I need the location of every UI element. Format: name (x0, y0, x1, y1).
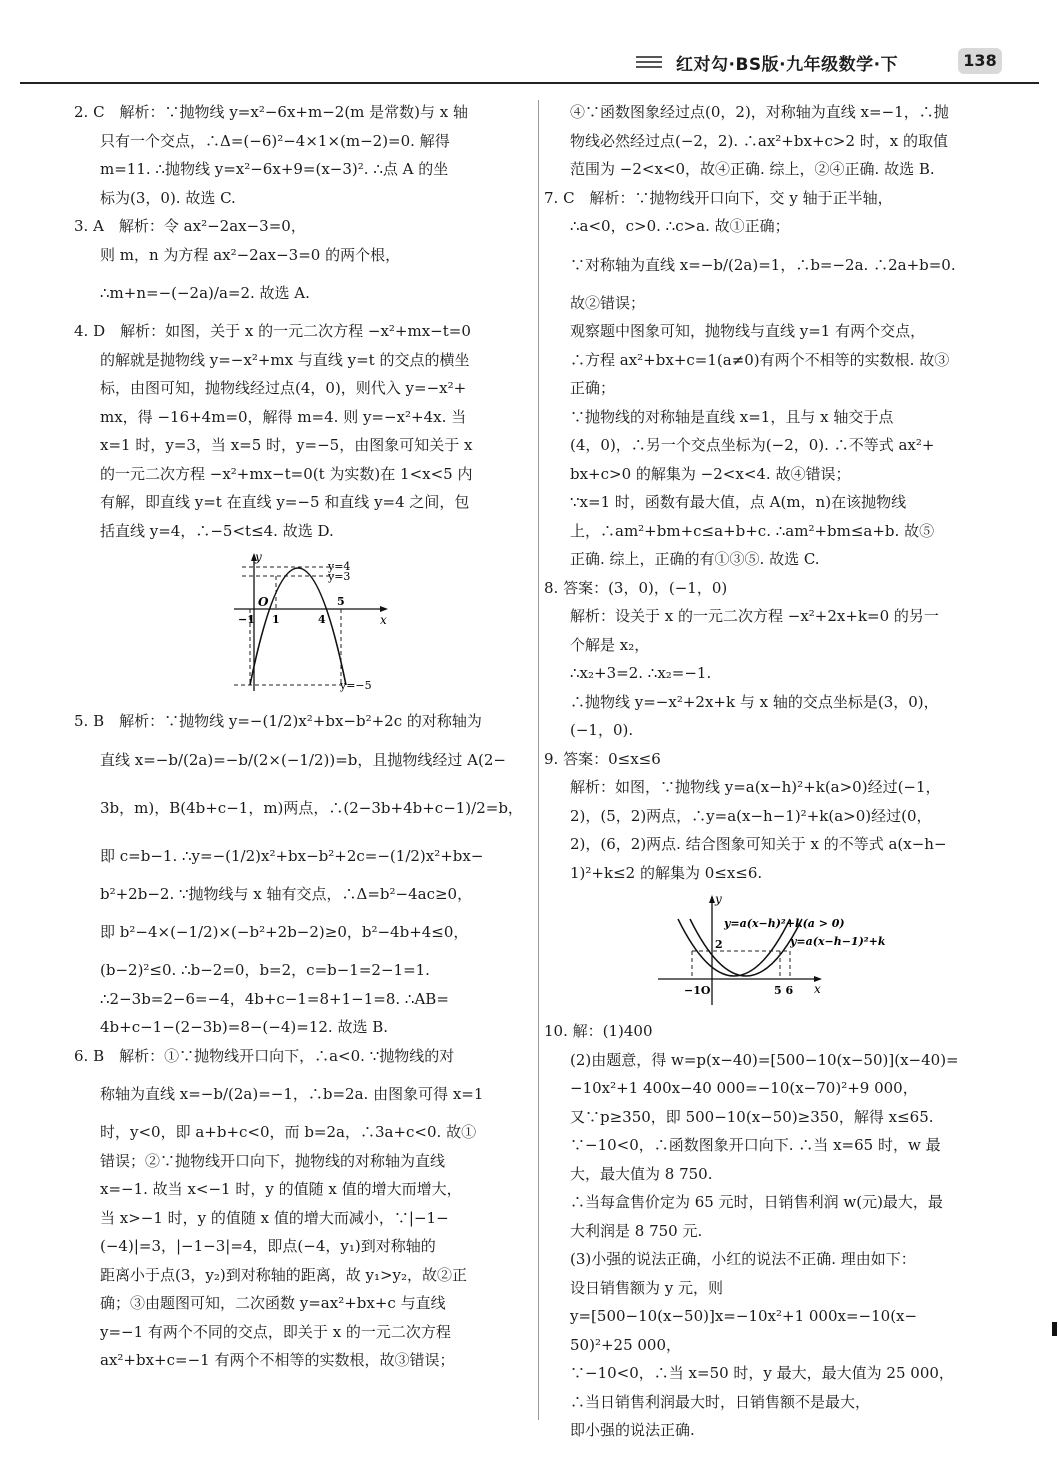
answer-line: 7. C 解析：∵抛物线开口向下，交 y 轴于正半轴， (544, 188, 893, 207)
answer-line: mx，得 −16+4m=0，解得 m=4. 则 y=−x²+4x. 当 (100, 407, 467, 426)
page-number: 138 (958, 48, 1002, 74)
header-rule (20, 82, 1039, 84)
answer-line: 设日销售额为 y 元，则 (570, 1278, 724, 1297)
answer-line: (4，0)，∴另一个交点坐标为(−2，0). ∴不等式 ax²+ (570, 436, 935, 454)
axis-x-label: x (380, 613, 387, 627)
answer-line: 物线必然经过点(−2，2). ∴ax²+bx+c>2 时，x 的取值 (570, 131, 949, 150)
tick-2: 2 (715, 938, 723, 951)
answer-line: 确；③由题图可知，二次函数 y=ax²+bx+c 与直线 (100, 1294, 446, 1312)
answer-line: ∴m+n=−(−2a)/a=2. 故选 A. (100, 284, 310, 302)
answer-line: 2)，(6，2)两点. 结合图象可知关于 x 的不等式 a(x−h− (570, 835, 947, 853)
right-column (544, 98, 1014, 1445)
answer-line: x=−1. 故当 x<−1 时，y 的值随 x 值的增大而增大， (100, 1180, 462, 1198)
answer-line: ∴当每盒售价定为 65 元时，日销售利润 w(元)最大，最 (570, 1193, 943, 1211)
tick-minus1: −1 (238, 613, 255, 626)
answer-line: 又∵p≥350，即 500−10(x−50)≥350，解得 x≤65. (570, 1107, 934, 1126)
answer-line: b²+2b−2. ∵抛物线与 x 轴有交点，∴Δ=b²−4ac≥0， (100, 884, 473, 903)
answer-6 (74, 1042, 534, 1375)
curve-label-2: y=a(x−h−1)²+k (790, 935, 886, 948)
answer-line: 直线 x=−b/(2a)=−b/(2×(−1/2))=b，且抛物线经过 A(2− (100, 750, 506, 769)
answer-line: (b−2)²≤0. ∴b−2=0，b=2，c=b−1=2−1=1. (100, 961, 430, 979)
answer-8 (544, 574, 1014, 745)
axis-y-label: y (255, 551, 262, 564)
origin-label: O (258, 595, 269, 609)
answer-line: −10x²+1 400x−40 000=−10(x−70)²+9 000， (570, 1079, 918, 1097)
answer-2 (74, 98, 534, 212)
answer-line: 称轴为直线 x=−b/(2a)=−1，∴b=2a. 由图象可得 x=1 (100, 1085, 484, 1103)
answer-line: ∴x₂+3=2. ∴x₂=−1. (570, 664, 712, 682)
answer-line: ∴方程 ax²+bx+c=1(a≠0)有两个不相等的实数根. 故③ (570, 350, 950, 369)
answer-line: 个解是 x₂， (570, 635, 650, 654)
answer-line: 范围为 −2<x<0，故④正确. 综上，②④正确. 故选 B. (570, 160, 935, 178)
answer-line: 正确； (570, 379, 616, 397)
answer-line: ∵对称轴为直线 x=−b/(2a)=1，∴b=−2a. ∴2a+b=0. (570, 255, 956, 274)
tick-5: 5 (337, 595, 345, 608)
label-y3: y=3 (328, 570, 351, 583)
answer-line: 故②错误； (570, 293, 646, 312)
tick-4: 4 (318, 613, 326, 626)
answer-line: 3b，m)，B(4b+c−1，m)两点，∴(2−3b+4b+c−1)/2=b， (100, 798, 523, 817)
answer-line: 解析：设关于 x 的一元二次方程 −x²+2x+k=0 的另一 (570, 607, 939, 625)
answer-line: 观察题中图象可知，抛物线与直线 y=1 有两个交点， (570, 322, 926, 340)
label-y-5: y=−5 (340, 679, 372, 692)
header-title: 红对勾·BS版·九年级数学·下 (676, 55, 899, 75)
parabola-figure-q9 (544, 893, 964, 1011)
answer-line: ∵抛物线的对称轴是直线 x=1，且与 x 轴交于点 (570, 407, 894, 426)
answer-line: x=1 时，y=3，当 x=5 时，y=−5，由图象可知关于 x (100, 436, 473, 454)
tick-5-6: 5 6 (774, 984, 794, 997)
answer-line: 时，y<0，即 a+b+c<0，而 b=2a，∴3a+c<0. 故① (100, 1123, 477, 1141)
axis-x-label: x (814, 982, 821, 996)
answer-line: 标为(3，0). 故选 C. (100, 188, 236, 207)
answer-line: y=[500−10(x−50)]x=−10x²+1 000x=−10(x− (570, 1307, 918, 1325)
answer-line: 2. C 解析：∵抛物线 y=x²−6x+m−2(m 是常数)与 x 轴 (74, 103, 469, 121)
answer-line: 10. 解：(1)400 (544, 1022, 653, 1040)
curve-label-1: y=a(x−h)²+k(a > 0) (724, 917, 845, 930)
answer-line: 9. 答案：0≤x≤6 (544, 749, 661, 768)
answer-10 (544, 1017, 1014, 1445)
answer-line: ∴当日销售利润最大时，日销售额不是最大， (570, 1392, 871, 1411)
answer-line: ax²+bx+c=−1 有两个不相等的实数根，故③错误； (100, 1351, 455, 1369)
parabola-figure-q4 (74, 551, 494, 701)
label-y4: y=4 (328, 560, 351, 573)
answer-line: 有解，即直线 y=t 在直线 y=−5 和直线 y=4 之间，包 (100, 493, 470, 511)
answer-line: 正确. 综上，正确的有①③⑤. 故选 C. (570, 550, 820, 568)
answer-line: (2)由题意，得 w=p(x−40)=[500−10(x−50)](x−40)= (570, 1050, 959, 1069)
answer-line: 4. D 解析：如图，关于 x 的一元二次方程 −x²+mx−t=0 (74, 322, 471, 340)
answer-line: 5. B 解析：∵抛物线 y=−(1/2)x²+bx−b²+2c 的对称轴为 (74, 712, 482, 730)
answer-line: 3. A 解析：令 ax²−2ax−3=0， (74, 217, 306, 235)
answer-line: 即小强的说法正确. (570, 1421, 695, 1439)
answer-line: 即 b²−4×(−1/2)×(−b²+2b−2)≥0，b²−4b+4≤0， (100, 923, 469, 941)
answer-line: ∴2−3b=2−6=−4，4b+c−1=8+1−1=8. ∴AB= (100, 989, 449, 1008)
answer-line: 6. B 解析：①∵抛物线开口向下，∴a<0. ∵抛物线的对 (74, 1046, 455, 1065)
answer-line: ∵x=1 时，函数有最大值，点 A(m，n)在该抛物线 (570, 493, 907, 511)
answer-line: 则 m，n 为方程 ax²−2ax−3=0 的两个根， (100, 245, 401, 264)
answer-line: 50)²+25 000， (570, 1335, 682, 1354)
tick-minus1-origin: −1O (684, 984, 711, 997)
answer-line: 只有一个交点，∴Δ=(−6)²−4×1×(m−2)=0. 解得 (100, 131, 450, 150)
answer-line: 大，最大值为 8 750. (570, 1164, 713, 1183)
answer-line: ∴a<0，c>0. ∴c>a. 故①正确； (570, 217, 790, 235)
column-divider (538, 100, 539, 1420)
answer-line: 解析：如图，∵抛物线 y=a(x−h)²+k(a>0)经过(−1， (570, 778, 941, 796)
answer-line: bx+c>0 的解集为 −2<x<4. 故④错误； (570, 464, 851, 483)
left-column (74, 98, 534, 1375)
answer-7 (544, 184, 1014, 574)
answer-line: 的一元二次方程 −x²+mx−t=0(t 为实数)在 1<x<5 内 (100, 464, 473, 483)
answer-line: 当 x>−1 时，y 的值随 x 值的增大而减小，∵|−1− (100, 1208, 449, 1227)
answer-line: ④∵函数图象经过点(0，2)，对称轴为直线 x=−1，∴抛 (570, 103, 949, 121)
answer-3 (74, 212, 534, 317)
answer-line: (−1，0). (570, 721, 634, 739)
answer-line: 2)，(5，2)两点，∴y=a(x−h−1)²+k(a>0)经过(0， (570, 806, 932, 825)
answer-line: 括直线 y=4，∴−5<t≤4. 故选 D. (100, 521, 334, 540)
answer-line: y=−1 有两个不同的交点，即关于 x 的一元二次方程 (100, 1322, 451, 1341)
answer-line: 8. 答案：(3，0)，(−1，0) (544, 578, 728, 597)
answer-line: 错误；②∵抛物线开口向下，抛物线的对称轴为直线 (100, 1151, 446, 1170)
edge-mark (1052, 1322, 1057, 1336)
answer-line: 上，∴am²+bm+c≤a+b+c. ∴am²+bm≤a+b. 故⑤ (570, 521, 935, 540)
answer-line: ∵−10<0，∴当 x=50 时，y 最大，最大值为 25 000， (570, 1364, 954, 1382)
answer-line: (−4)|=3，|−1−3|=4，即点(−4，y₁)到对称轴的 (100, 1237, 436, 1255)
axis-y-label: y (715, 893, 722, 906)
answer-line: 即 c=b−1. ∴y=−(1/2)x²+bx−b²+2c=−(1/2)x²+bx− (100, 846, 484, 865)
page-header (0, 42, 1059, 86)
tick-1: 1 (272, 613, 280, 626)
answer-5 (74, 707, 534, 1042)
answer-line: (3)小强的说法正确，小红的说法不正确. 理由如下： (570, 1250, 916, 1268)
answer-4 (74, 317, 534, 701)
header-lines-icon (636, 56, 662, 70)
answer-line: m=11. ∴抛物线 y=x²−6x+9=(x−3)². ∴点 A 的坐 (100, 160, 449, 178)
answer-line: 大利润是 8 750 元. (570, 1221, 703, 1240)
answer-line: ∵−10<0，∴函数图象开口向下. ∴当 x=65 时，w 最 (570, 1136, 941, 1154)
answer-line: 标，由图可知，抛物线经过点(4，0)，则代入 y=−x²+ (100, 379, 467, 397)
answer-9 (544, 745, 1014, 1012)
answer-line: 距离小于点(3，y₂)到对称轴的距离，故 y₁>y₂，故②正 (100, 1265, 468, 1284)
answer-line: 的解就是抛物线 y=−x²+mx 与直线 y=t 的交点的横坐 (100, 350, 470, 369)
answer-line: ∴抛物线 y=−x²+2x+k 与 x 轴的交点坐标是(3，0)， (570, 692, 939, 711)
answer-6-continued (544, 98, 1014, 184)
answer-line: 1)²+k≤2 的解集为 0≤x≤6. (570, 863, 763, 882)
answer-line: 4b+c−1−(2−3b)=8−(−4)=12. 故选 B. (100, 1018, 389, 1036)
